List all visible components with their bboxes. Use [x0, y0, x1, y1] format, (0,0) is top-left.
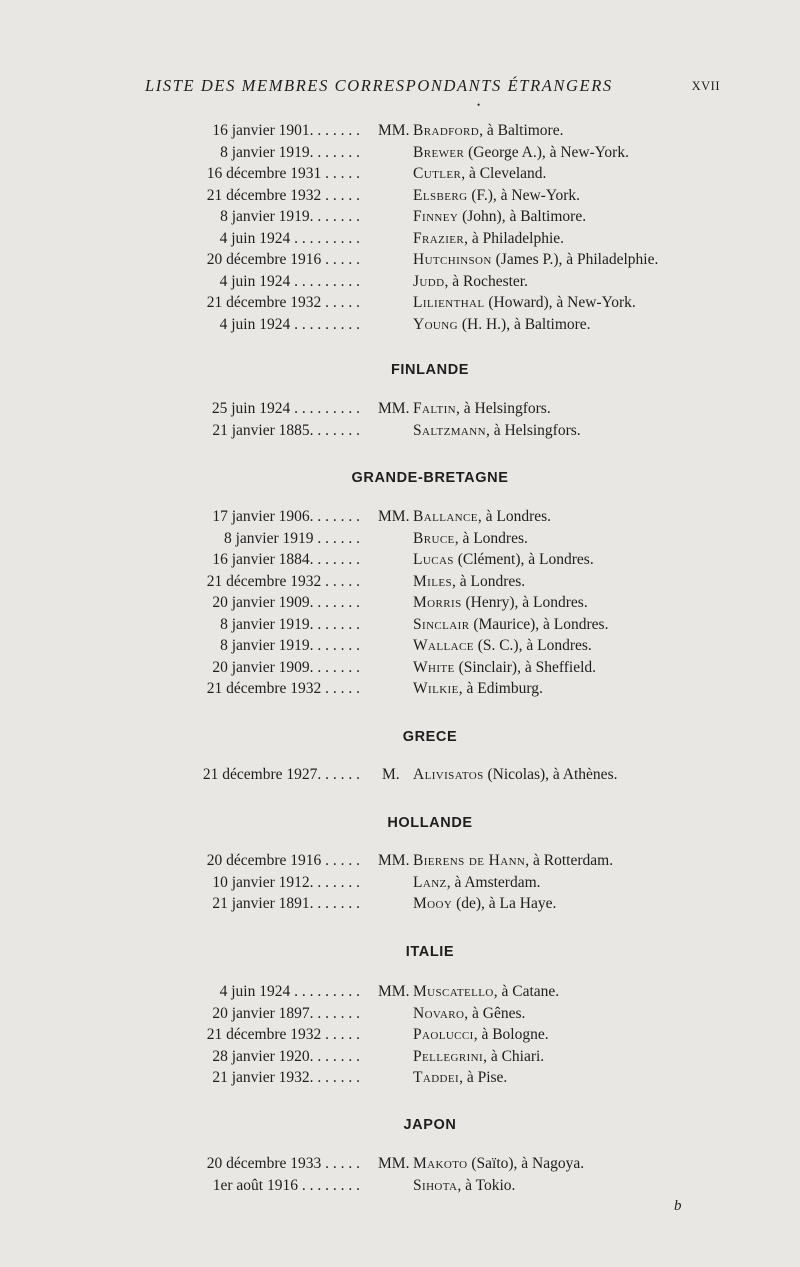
member-location: , à Londres. — [477, 508, 552, 525]
election-date: 20 décembre 1916 . . . . . — [206, 251, 360, 268]
member-location: , à Londres. — [452, 572, 526, 590]
signature-mark: b — [674, 1198, 682, 1214]
member-entry — [0, 764, 800, 785]
member-text — [413, 528, 528, 549]
member-text — [413, 185, 580, 206]
member-name: Frazier — [413, 229, 465, 247]
member-name: Miles — [413, 572, 453, 590]
member-entry — [0, 1067, 800, 1088]
member-name: Saltzmann — [413, 421, 486, 439]
member-entry — [0, 850, 800, 871]
member-location: , à Helsingfors. — [485, 421, 581, 439]
member-name: Faltin — [413, 400, 456, 417]
member-name: Judd — [413, 272, 445, 290]
member-location: , à Catane. — [493, 983, 560, 1000]
member-name: Mooy — [413, 895, 453, 912]
election-date: 4 juin 1924 . . . . . . . . . — [219, 315, 360, 333]
member-location: , à Bologne. — [473, 1026, 549, 1043]
member-text — [413, 657, 596, 678]
election-date: 4 juin 1924 . . . . . . . . . — [219, 229, 360, 247]
election-date: 21 décembre 1932 . . . . . — [206, 294, 360, 311]
member-entry — [0, 228, 800, 249]
election-date: 1er août 1916 . . . . . . . . — [212, 1176, 360, 1194]
member-text — [413, 314, 591, 335]
member-location: (F.), à New-York. — [467, 186, 581, 204]
election-date: 21 décembre 1932 . . . . . — [206, 186, 360, 204]
member-name: Young — [413, 315, 458, 333]
member-text — [413, 872, 541, 893]
member-text — [413, 592, 588, 613]
country-heading: FINLANDE — [390, 362, 470, 378]
honorific-prefix: MM. — [378, 983, 410, 1000]
election-date: 16 janvier 1901. . . . . . . — [212, 122, 360, 139]
member-location: , à Cleveland. — [461, 165, 547, 182]
election-date: 21 décembre 1932 . . . . . — [206, 680, 360, 697]
page-number: XVII — [691, 79, 720, 93]
member-text — [413, 1003, 525, 1024]
member-name: Lanz — [413, 873, 447, 891]
country-heading: ITALIE — [405, 944, 455, 960]
honorific-prefix: MM. — [378, 122, 410, 139]
election-date: 21 janvier 1891. . . . . . . — [212, 895, 360, 912]
member-location: (Saïto), à Nagoya. — [467, 1155, 585, 1172]
member-location: , à Baltimore. — [479, 122, 564, 139]
member-location: (John), à Baltimore. — [458, 208, 587, 225]
member-entry — [0, 1046, 800, 1067]
member-entry — [0, 163, 800, 184]
member-text — [413, 292, 636, 313]
honorific-prefix: MM. — [378, 400, 410, 417]
member-entry — [0, 398, 800, 419]
member-name: Wallace — [413, 637, 474, 654]
member-name: Finney — [413, 208, 459, 225]
member-text — [413, 163, 546, 184]
election-date: 8 janvier 1919 . . . . . . — [223, 529, 360, 547]
member-location: (Nicolas), à Athènes. — [483, 766, 618, 783]
member-text — [413, 893, 556, 914]
member-name: Bradford — [413, 122, 480, 139]
member-text — [413, 678, 543, 699]
member-location: (Howard), à New-York. — [484, 294, 636, 311]
member-name: Bierens de Hann — [413, 852, 526, 869]
member-name: White — [413, 658, 455, 676]
election-date: 10 janvier 1912. . . . . . . — [212, 873, 360, 891]
member-location: (de), à La Haye. — [452, 895, 557, 912]
member-text — [413, 549, 594, 570]
election-date: 28 janvier 1920. . . . . . . — [212, 1047, 360, 1065]
country-heading: GRECE — [402, 729, 458, 745]
member-entry — [0, 635, 800, 656]
election-date: 25 juin 1924 . . . . . . . . . — [211, 400, 360, 417]
member-location: , à Rochester. — [444, 272, 528, 290]
page-title: LISTE DES MEMBRES CORRESPONDANTS ÉTRANGERS — [145, 76, 613, 95]
member-entry — [0, 420, 800, 441]
member-entry — [0, 506, 800, 527]
member-name: Lilienthal — [413, 294, 485, 311]
election-date: 16 janvier 1884. . . . . . . — [212, 551, 360, 568]
member-name: Pellegrini — [413, 1047, 484, 1065]
member-name: Taddei — [413, 1069, 460, 1086]
member-entry — [0, 1153, 800, 1174]
member-location: , à Gênes. — [464, 1004, 526, 1022]
member-entry — [0, 678, 800, 699]
member-entry — [0, 571, 800, 592]
election-date: 21 janvier 1932. . . . . . . — [212, 1069, 360, 1086]
honorific-prefix: MM. — [378, 508, 410, 525]
page-header — [145, 76, 720, 110]
member-entry — [0, 120, 800, 141]
member-text — [413, 1046, 544, 1067]
election-date: 20 janvier 1909. . . . . . . — [212, 658, 360, 676]
member-name: Novaro — [413, 1004, 465, 1022]
country-heading: GRANDE-BRETAGNE — [351, 470, 509, 486]
member-location: , à Edimburg. — [458, 680, 543, 697]
member-location: , à Philadelphie. — [464, 229, 565, 247]
member-name: Bruce — [413, 529, 455, 547]
member-text — [413, 506, 551, 527]
election-date: 20 janvier 1897. . . . . . . — [212, 1004, 360, 1022]
member-text — [413, 635, 592, 656]
member-text — [413, 1067, 507, 1088]
election-date: 21 janvier 1885. . . . . . . — [212, 421, 360, 439]
member-name: Morris — [413, 594, 462, 611]
election-date: 8 janvier 1919. . . . . . . — [220, 208, 360, 225]
member-text — [413, 142, 629, 163]
member-entry — [0, 981, 800, 1002]
member-location: , à Chiari. — [483, 1047, 545, 1065]
member-name: Makoto — [413, 1155, 468, 1172]
member-entry — [0, 614, 800, 635]
member-entry — [0, 249, 800, 270]
election-date: 4 juin 1924 . . . . . . . . . — [219, 983, 360, 1000]
country-heading: JAPON — [403, 1117, 457, 1133]
member-location: (Henry), à Londres. — [461, 594, 588, 611]
member-location: , à Pise. — [459, 1069, 508, 1086]
member-entry — [0, 872, 800, 893]
member-text — [413, 420, 581, 441]
member-location: (James P.), à Philadelphie. — [491, 251, 659, 268]
election-date: 8 janvier 1919. . . . . . . — [220, 615, 360, 633]
member-entry — [0, 1175, 800, 1196]
member-text — [413, 614, 608, 635]
honorific-prefix: MM. — [378, 1155, 410, 1172]
election-date: 21 décembre 1932 . . . . . — [206, 572, 360, 590]
member-name: Sihota — [413, 1176, 458, 1194]
member-name: Alivisatos — [413, 766, 484, 783]
election-date: 20 décembre 1933 . . . . . — [206, 1155, 360, 1172]
member-entry — [0, 142, 800, 163]
member-entry — [0, 893, 800, 914]
member-text — [413, 1153, 584, 1174]
member-entry — [0, 657, 800, 678]
member-name: Sinclair — [413, 615, 470, 633]
member-entry — [0, 1003, 800, 1024]
member-name: Lucas — [413, 551, 454, 568]
honorific-prefix: MM. — [378, 852, 410, 869]
member-location: , à Rotterdam. — [525, 852, 614, 869]
member-location: , à Tokio. — [457, 1176, 516, 1194]
member-text — [413, 850, 613, 871]
member-text — [413, 764, 617, 785]
election-date: 21 décembre 1927. . . . . . — [202, 766, 360, 783]
member-location: (H. H.), à Baltimore. — [457, 315, 591, 333]
member-location: (Maurice), à Londres. — [469, 615, 609, 633]
member-location: , à Londres. — [454, 529, 528, 547]
member-location: (S. C.), à Londres. — [473, 637, 592, 654]
member-text — [413, 981, 559, 1002]
election-date: 20 décembre 1916 . . . . . — [206, 852, 360, 869]
member-text — [413, 571, 525, 592]
member-location: , à Helsingfors. — [456, 400, 551, 417]
member-name: Wilkie — [413, 680, 459, 697]
election-date: 20 janvier 1909. . . . . . . — [212, 594, 360, 611]
member-name: Cutler — [413, 165, 462, 182]
election-date: 17 janvier 1906. . . . . . . — [212, 508, 360, 525]
member-entry — [0, 592, 800, 613]
member-name: Hutchinson — [413, 251, 492, 268]
member-text — [413, 1024, 549, 1045]
header-ornament: • — [477, 100, 481, 110]
member-name: Ballance — [413, 508, 478, 525]
country-heading: HOLLANDE — [387, 815, 473, 831]
member-location: , à Amsterdam. — [446, 873, 541, 891]
member-entry — [0, 314, 800, 335]
member-location: (Clément), à Londres. — [453, 551, 594, 568]
member-entry — [0, 185, 800, 206]
member-text — [413, 271, 528, 292]
member-text — [413, 249, 658, 270]
member-entry — [0, 549, 800, 570]
election-date: 16 décembre 1931 . . . . . — [206, 165, 360, 182]
member-text — [413, 206, 586, 227]
election-date: 8 janvier 1919. . . . . . . — [220, 143, 360, 161]
member-text — [413, 398, 551, 419]
member-name: Paolucci — [413, 1026, 474, 1043]
member-entry — [0, 1024, 800, 1045]
member-entry — [0, 528, 800, 549]
member-location: (George A.), à New-York. — [464, 143, 629, 161]
member-entry — [0, 206, 800, 227]
member-entry — [0, 292, 800, 313]
member-name: Brewer — [413, 143, 465, 161]
election-date: 8 janvier 1919. . . . . . . — [220, 637, 360, 654]
member-name: Elsberg — [413, 186, 468, 204]
member-text — [413, 228, 564, 249]
member-location: (Sinclair), à Sheffield. — [454, 658, 597, 676]
member-entry — [0, 271, 800, 292]
honorific-prefix: M. — [382, 766, 400, 783]
member-name: Muscatello — [413, 983, 494, 1000]
election-date: 4 juin 1924 . . . . . . . . . — [219, 272, 360, 290]
member-text — [413, 1175, 515, 1196]
member-text — [413, 120, 563, 141]
election-date: 21 décembre 1932 . . . . . — [206, 1026, 360, 1043]
